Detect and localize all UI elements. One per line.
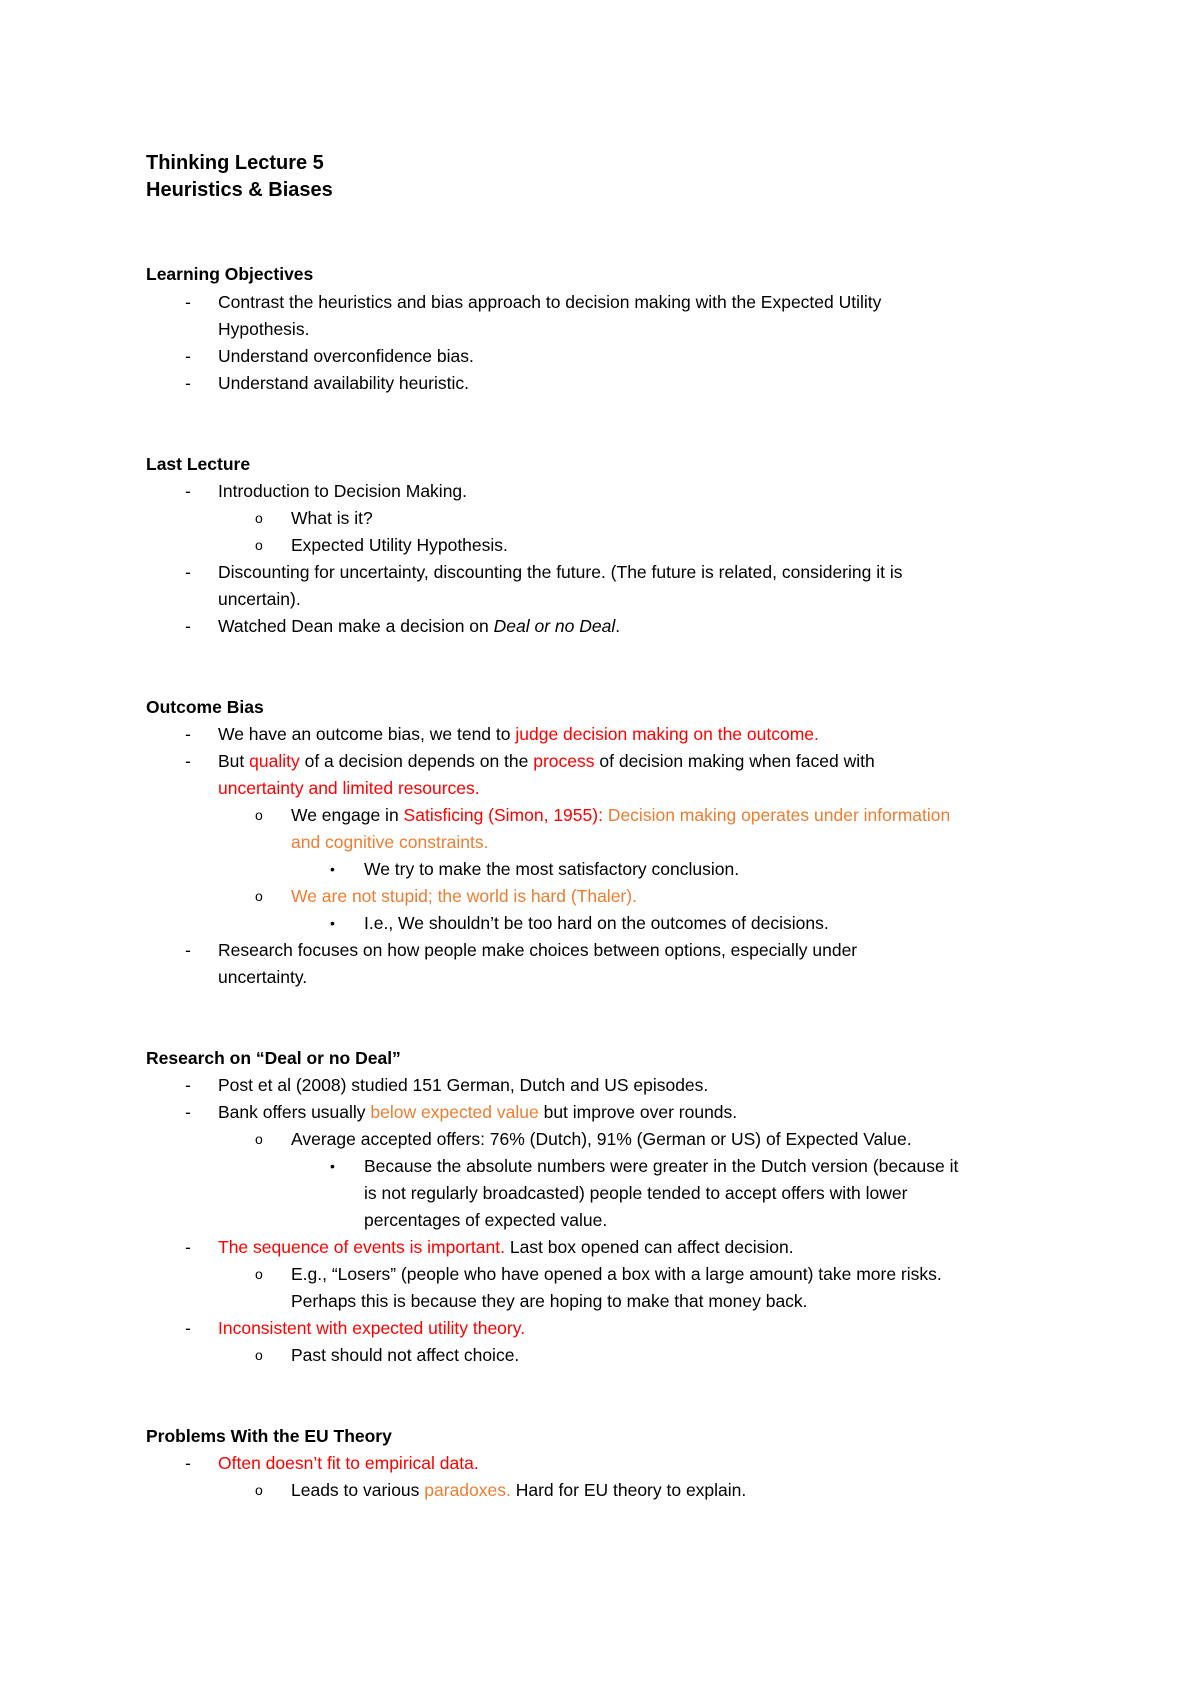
dash-marker: -: [185, 292, 191, 312]
circle-marker: o: [255, 1347, 263, 1363]
list-item: [218, 1099, 737, 1126]
circle-marker: o: [255, 1266, 263, 1282]
show-title: Deal or no Deal: [493, 616, 616, 636]
list-item: Inconsistent with expected utility theory.: [218, 1318, 526, 1338]
sub-list-item: Past should not affect choice.: [291, 1345, 520, 1365]
highlight-orange: paradoxes.: [424, 1480, 511, 1500]
heading-last-lecture: Last Lecture: [146, 454, 251, 474]
text-run: Leads to various: [291, 1480, 425, 1500]
dash-marker: -: [185, 346, 191, 366]
dash-marker: -: [185, 940, 191, 960]
sub-list-item: [291, 802, 950, 829]
text-run: of a decision depends on the: [299, 751, 534, 771]
dash-marker: -: [185, 373, 191, 393]
text-run: .: [615, 616, 621, 636]
list-item-continuation: uncertainty and limited resources.: [218, 778, 480, 798]
highlight-red: Satisficing (Simon, 1955):: [403, 805, 603, 825]
highlight-orange: Decision making operates under information: [602, 805, 951, 825]
heading-research: Research on “Deal or no Deal”: [146, 1048, 401, 1068]
dash-marker: -: [185, 481, 191, 501]
list-item: Understand overconfidence bias.: [218, 346, 474, 366]
circle-marker: o: [255, 888, 263, 904]
list-item-continuation: uncertainty.: [218, 967, 308, 987]
list-item: Often doesn’t fit to empirical data.: [218, 1453, 479, 1473]
text-run: Bank offers usually: [218, 1102, 371, 1122]
list-item: [218, 748, 875, 775]
list-item: [218, 721, 819, 748]
highlight-orange: below expected value: [370, 1102, 539, 1122]
list-item: Introduction to Decision Making.: [218, 481, 468, 501]
dash-marker: -: [185, 616, 191, 636]
highlight-red: process: [533, 751, 595, 771]
dash-marker: -: [185, 724, 191, 744]
text-run: Watched Dean make a decision on: [218, 616, 494, 636]
list-item-continuation: uncertain).: [218, 589, 301, 609]
text-run: of decision making when faced with: [594, 751, 875, 771]
heading-outcome-bias: Outcome Bias: [146, 697, 264, 717]
text-run: We have an outcome bias, we tend to: [218, 724, 516, 744]
bullet-item: Because the absolute numbers were greater in the Dutch version (because it: [364, 1156, 959, 1176]
list-item: Understand availability heuristic.: [218, 373, 469, 393]
dash-marker: -: [185, 1453, 191, 1473]
text-run: We engage in: [291, 805, 404, 825]
text-run: but improve over rounds.: [538, 1102, 738, 1122]
circle-marker: o: [255, 807, 263, 823]
sub-list-item-continuation: Perhaps this is because they are hoping to make that money back.: [291, 1291, 808, 1311]
sub-list-item-continuation: and cognitive constraints.: [291, 832, 489, 852]
sub-list-item: [291, 1477, 746, 1504]
circle-marker: o: [255, 1131, 263, 1147]
highlight-red: quality: [249, 751, 300, 771]
circle-marker: o: [255, 537, 263, 553]
list-item-continuation: Hypothesis.: [218, 319, 310, 339]
bullet-item-continuation: is not regularly broadcasted) people tended to accept offers with lower: [364, 1183, 908, 1203]
sub-list-item: Expected Utility Hypothesis.: [291, 535, 508, 555]
sub-list-item: We are not stupid; the world is hard (Thaler).: [291, 886, 637, 906]
dash-marker: -: [185, 751, 191, 771]
doc-title: Thinking Lecture 5: [146, 152, 324, 174]
bullet-item: We try to make the most satisfactory conclusion.: [364, 859, 740, 879]
dash-marker: -: [185, 1318, 191, 1338]
list-item: [218, 1234, 794, 1261]
bullet-marker: •: [330, 915, 335, 931]
list-item: Post et al (2008) studied 151 German, Dutch and US episodes.: [218, 1075, 709, 1095]
dash-marker: -: [185, 562, 191, 582]
sub-list-item: Average accepted offers: 76% (Dutch), 91% (German or US) of Expected Value.: [291, 1129, 912, 1149]
bullet-marker: •: [330, 1158, 335, 1174]
text-run: Hard for EU theory to explain.: [510, 1480, 747, 1500]
circle-marker: o: [255, 1482, 263, 1498]
circle-marker: o: [255, 510, 263, 526]
bullet-item-continuation: percentages of expected value.: [364, 1210, 608, 1230]
doc-subtitle: Heuristics & Biases: [146, 179, 333, 201]
list-item: Discounting for uncertainty, discounting the future. (The future is related, considering it is: [218, 562, 903, 582]
list-item: Contrast the heuristics and bias approach to decision making with the Expected Utility: [218, 292, 882, 312]
dash-marker: -: [185, 1237, 191, 1257]
sub-list-item: E.g., “Losers” (people who have opened a box with a large amount) take more risks.: [291, 1264, 942, 1284]
list-item: Research focuses on how people make choices between options, especially under: [218, 940, 858, 960]
heading-problems: Problems With the EU Theory: [146, 1426, 392, 1446]
text-run: Last box opened can affect decision.: [504, 1237, 794, 1257]
dash-marker: -: [185, 1102, 191, 1122]
dash-marker: -: [185, 1075, 191, 1095]
bullet-marker: •: [330, 861, 335, 877]
highlight-red: The sequence of events is important.: [218, 1237, 505, 1257]
list-item: [218, 613, 620, 640]
bullet-item: I.e., We shouldn’t be too hard on the outcomes of decisions.: [364, 913, 829, 933]
text-run: But: [218, 751, 250, 771]
highlight-red: judge decision making on the outcome.: [515, 724, 819, 744]
heading-learning-objectives: Learning Objectives: [146, 264, 314, 284]
sub-list-item: What is it?: [291, 508, 373, 528]
